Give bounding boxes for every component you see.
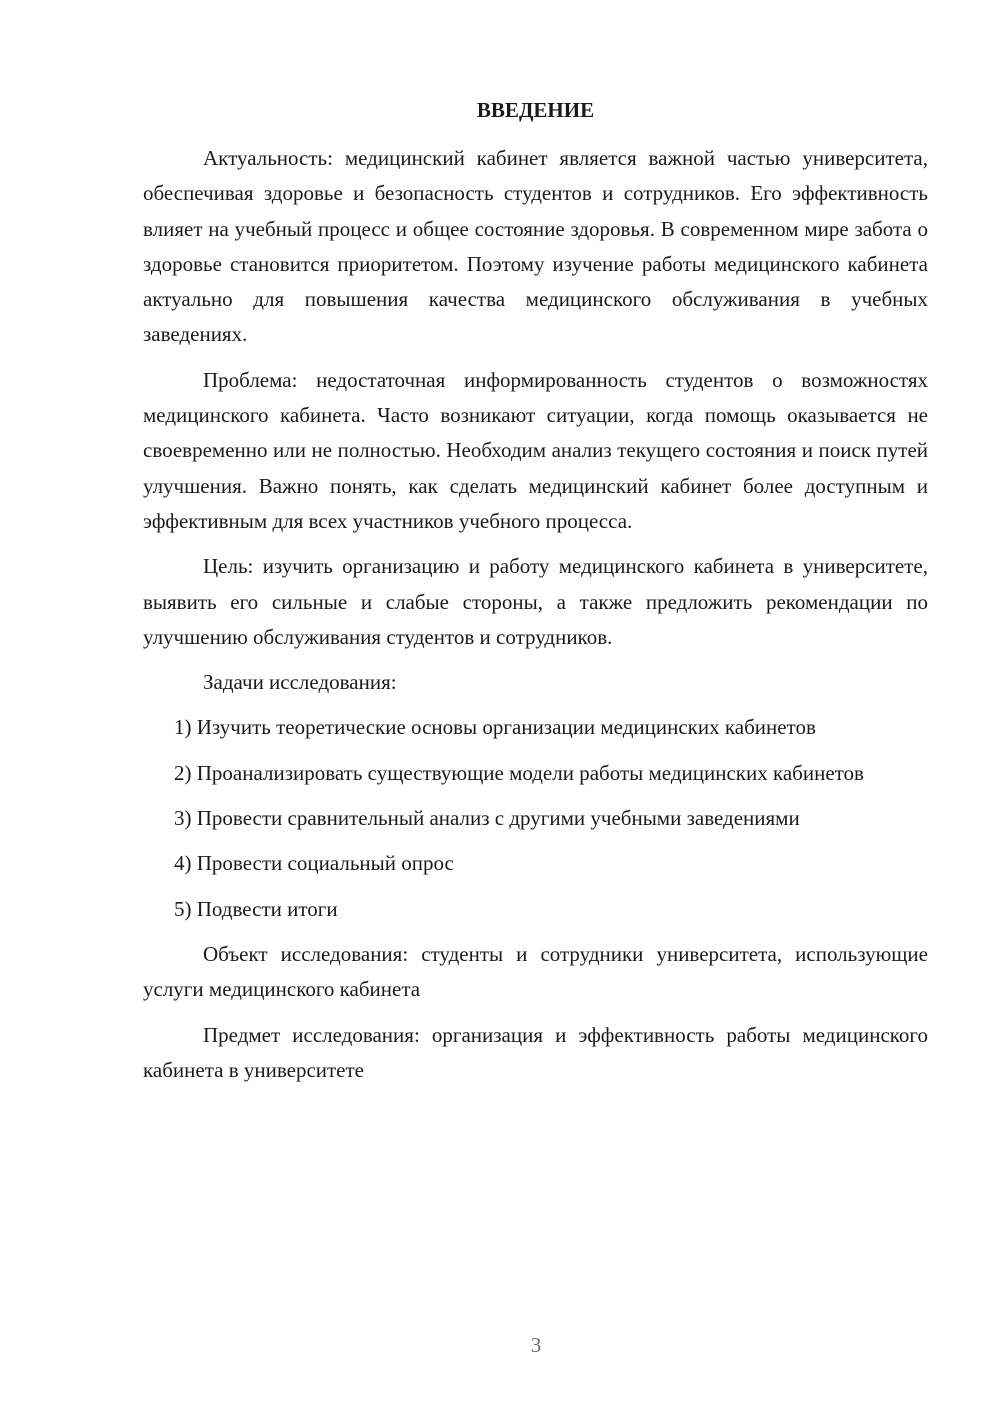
paragraph-problem: Проблема: недостаточная информированность студентов о возможностях медицинского кабинета. Часто возникают ситуации, когда помощь оказывается не своевременно или не полностью. Необходим анализ текущего состояния и поиск путей улучшения. Важно понять, как сделать медицинский кабинет более доступным и эффективным для всех участников учебного процесса. [143, 367, 928, 533]
paragraph-relevance: Актуальность: медицинский кабинет является важной частью университета, обеспечивая здоровье и безопасность студентов и сотрудников. Его эффективность влияет на учебный процесс и общее состояние здоровья. В современном мире забота о здоровье становится приоритетом. Поэтому изучение работы медицинского кабинета актуально для повышения качества медицинского обслуживания в учебных заведениях. [143, 146, 928, 347]
task-item-5: 5) Подвести итоги [174, 896, 338, 921]
page-number: 3 [530, 1333, 542, 1357]
task-item-3: 3) Провести сравнительный анализ с другими учебными заведениями [174, 806, 800, 831]
task-item-4: 4) Провести социальный опрос [174, 851, 454, 876]
paragraph-subject: Предмет исследования: организация и эффективность работы медицинского кабинета в университете [143, 1022, 928, 1082]
paragraph-object: Объект исследования: студенты и сотрудники университета, использующие услуги медицинского кабинета [143, 941, 928, 1002]
page-content [143, 93, 928, 1098]
task-item-1: 1) Изучить теоретические основы организации медицинских кабинетов [174, 715, 816, 740]
section-title: ВВЕДЕНИЕ [476, 98, 595, 122]
paragraph-goal: Цель: изучить организацию и работу медицинского кабинета в университете, выявить его сильные и слабые стороны, а также предложить рекомендации по улучшению обслуживания студентов и сотрудников. [143, 554, 928, 649]
tasks-heading: Задачи исследования: [203, 670, 397, 695]
task-item-2: 2) Проанализировать существующие модели работы медицинских кабинетов [174, 760, 864, 785]
